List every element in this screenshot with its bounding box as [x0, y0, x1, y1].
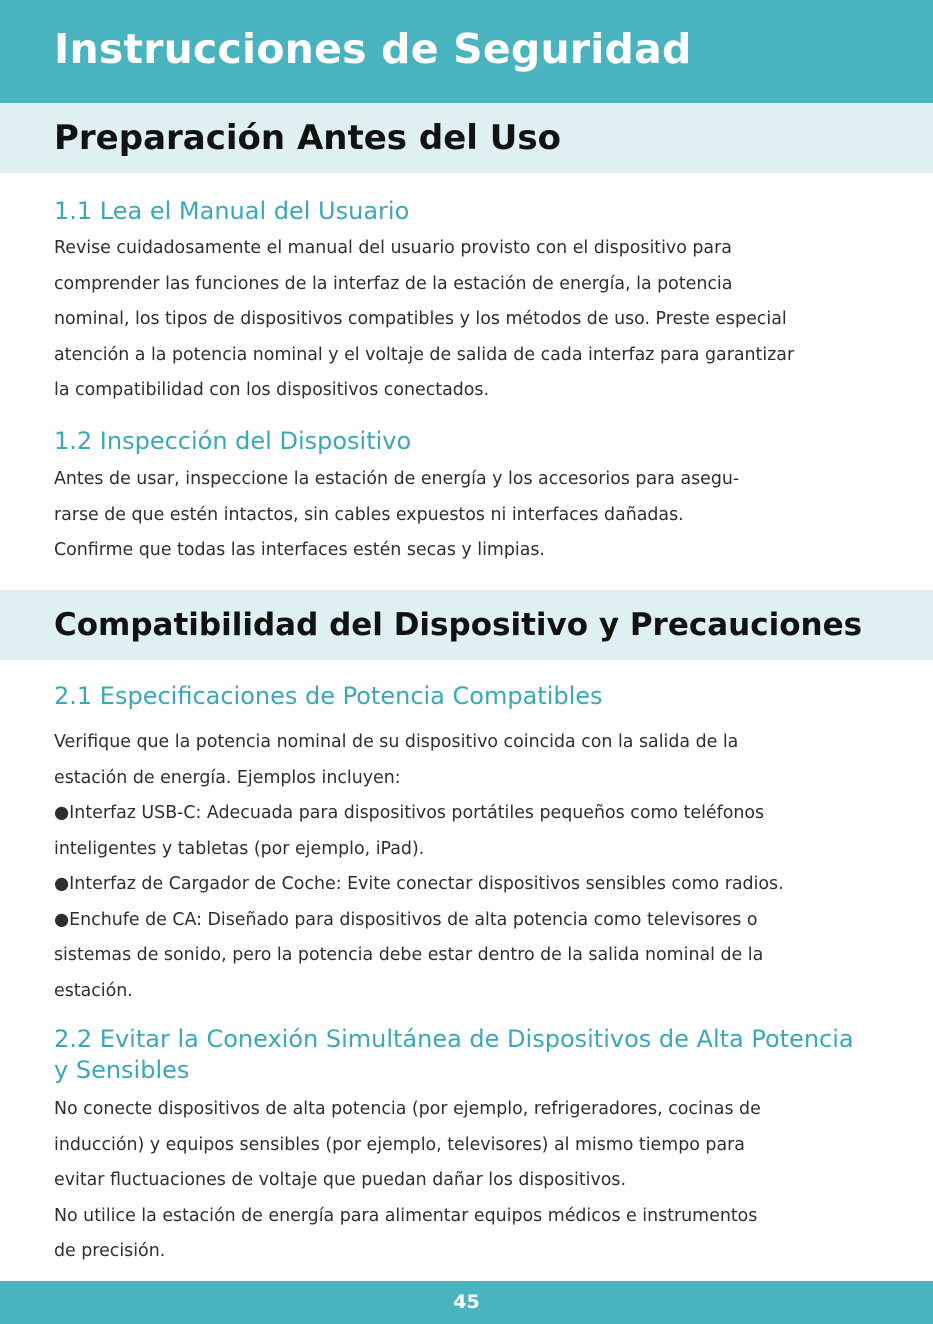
subheading-inspection: 1.2 Inspección del Dispositivo: [54, 427, 412, 455]
page-title: Instrucciones de Seguridad: [54, 25, 692, 73]
text-line: Antes de usar, inspeccione la estación de energía y los accesorios para asegu-: [54, 469, 740, 489]
text-line: No conecte dispositivos de alta potencia (por ejemplo, refrigeradores, cocinas de: [54, 1099, 761, 1119]
text-line: atención a la potencia nominal y el voltaje de salida de cada interfaz para garantizar: [54, 344, 795, 365]
text-line: Verifique que la potencia nominal de su dispositivo coincida con la salida de la: [54, 732, 739, 752]
bullet-ac-outlet: ●Enchufe de CA: Diseñado para dispositivos de alta potencia como televisores o: [54, 909, 758, 930]
paragraph-avoid-simultaneous: [54, 1092, 914, 1270]
paragraph-power-specs: [54, 725, 914, 1009]
subheading-power-specs: 2.1 Especificaciones de Potencia Compatibles: [54, 682, 603, 710]
bullet-car-charger: ●Interfaz de Cargador de Coche: Evite conectar dispositivos sensibles como radios.: [54, 874, 784, 894]
paragraph-inspection: [54, 462, 914, 569]
text-line: estación.: [54, 980, 133, 1001]
paragraph-read-manual: [54, 231, 914, 409]
text-line: inteligentes y tabletas (por ejemplo, iPad).: [54, 838, 425, 859]
section-title-compatibility: Compatibilidad del Dispositivo y Precauciones: [54, 607, 863, 643]
page-number: 45: [453, 1291, 480, 1313]
text-line: inducción) y equipos sensibles (por ejemplo, televisores) al mismo tiempo para: [54, 1134, 745, 1155]
text-line: No utilice la estación de energía para alimentar equipos médicos e instrumentos: [54, 1205, 758, 1226]
text-line: estación de energía. Ejemplos incluyen:: [54, 767, 401, 788]
text-line: Revise cuidadosamente el manual del usuario provisto con el dispositivo para: [54, 238, 732, 258]
text-line: comprender las funciones de la interfaz de la estación de energía, la potencia: [54, 273, 733, 294]
text-line: evitar fluctuaciones de voltaje que puedan dañar los dispositivos.: [54, 1170, 626, 1190]
subheading-read-manual: 1.1 Lea el Manual del Usuario: [54, 197, 410, 225]
bullet-usb-c: ●Interfaz USB-C: Adecuada para dispositivos portátiles pequeños como teléfonos: [54, 803, 765, 823]
text-line: de precisión.: [54, 1241, 166, 1261]
text-line: rarse de que estén intactos, sin cables expuestos ni interfaces dañadas.: [54, 504, 684, 525]
text-line: Confirme que todas las interfaces estén secas y limpias.: [54, 540, 545, 560]
text-line: la compatibilidad con los dispositivos conectados.: [54, 380, 490, 400]
text-line: sistemas de sonido, pero la potencia debe estar dentro de la salida nominal de la: [54, 945, 764, 965]
text-line: nominal, los tipos de dispositivos compatibles y los métodos de uso. Preste especial: [54, 309, 787, 329]
subheading-avoid-simultaneous: 2.2 Evitar la Conexión Simultánea de Dispositivos de Alta Potencia y Sensibles: [54, 1025, 854, 1084]
section-title-preparation: Preparación Antes del Uso: [54, 118, 561, 158]
